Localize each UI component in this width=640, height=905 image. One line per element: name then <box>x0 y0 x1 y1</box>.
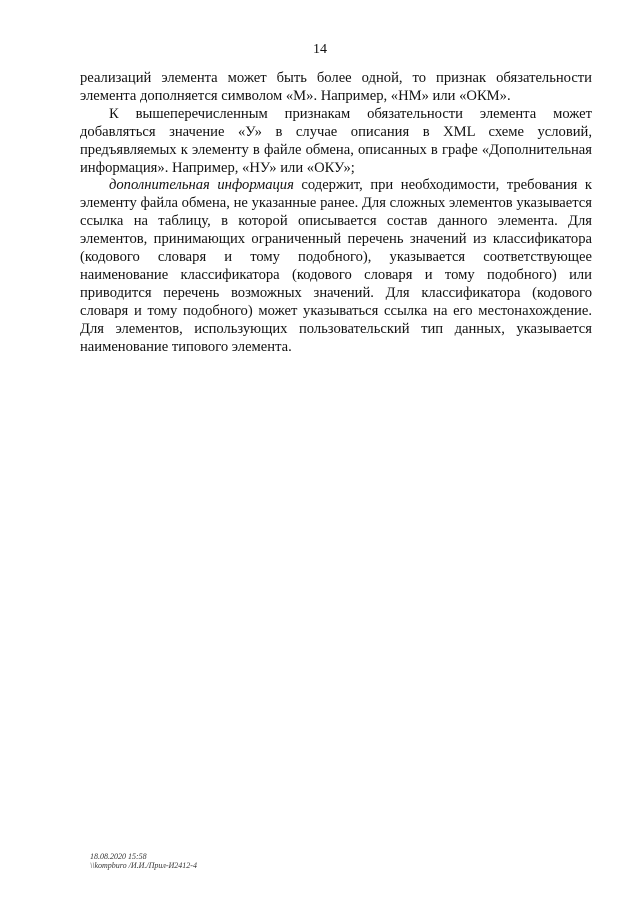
paragraph-additional-info <box>80 177 592 356</box>
paragraph-mandatory-sign: К вышеперечисленным признакам обязательности элемента может добавляться значение «У» в случае описания в XML схеме условий, предъявляемых к элементу в файле обмена, описанных в графе «Дополнительная информация». Например, «НУ» или «ОКУ»; <box>80 105 592 176</box>
document-footer <box>90 852 197 870</box>
page-number: 14 <box>313 42 327 57</box>
footer-file-ref: \\kompburo /И.И./Прил-И2412-4 <box>90 861 197 870</box>
document-body <box>80 70 592 357</box>
paragraph-continuation: реализаций элемента может быть более одной, то признак обязательности элемента дополняется символом «М». Например, «НМ» или «ОКМ». <box>80 70 592 104</box>
paragraph-additional-info-text: содержит, при необходимости, требования к элементу файла обмена, не указанные ранее. Для сложных элементов указывается ссылка на таблицу, в которой описывается состав данного элемента. Для элементов, принимающих ограниченный перечень значений из классификатора (кодового словаря и тому подобного), указывается соответствующее наименование классификатора (кодового словаря и тому подобного) или приводится перечень возможных значений. Для классификатора (кодового словаря и тому подобного) может указываться ссылка на его местонахождение. Для элементов, использующих пользовательский тип данных, указывается наименование типового элемента. <box>80 177 593 355</box>
footer-timestamp: 18.08.2020 15:58 <box>90 852 147 861</box>
term-additional-info: дополнительная информация <box>109 177 294 194</box>
